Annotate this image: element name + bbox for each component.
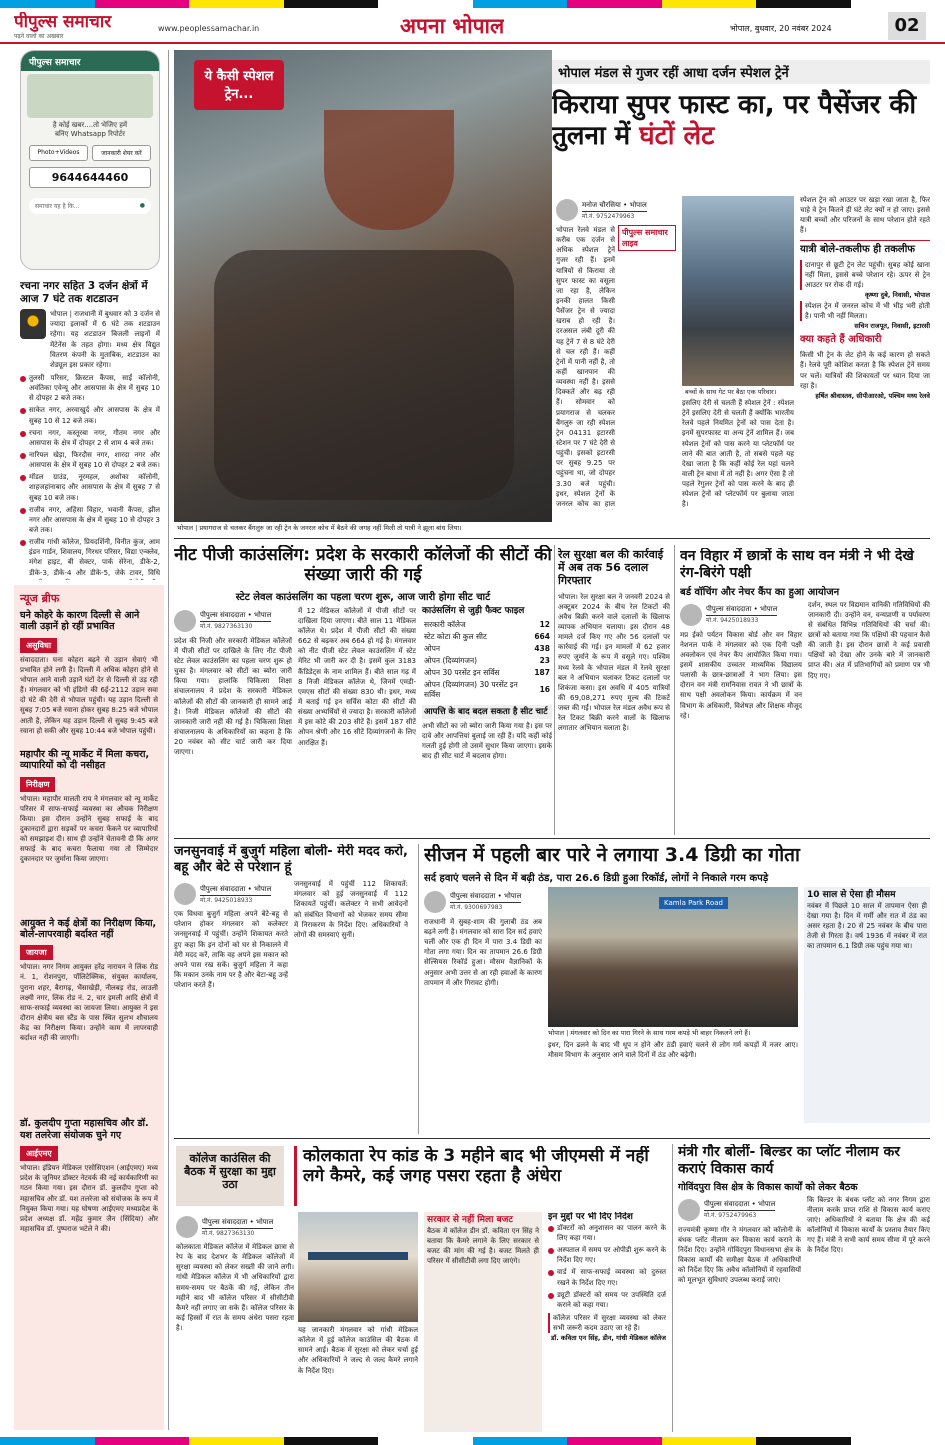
kolkata-kicker-box: [176, 1146, 284, 1206]
train-body: भोपाल रेलवे मंडल से करीब एक दर्जन से अधिक स्पेशल ट्रेनें गुजर रही हैं। इनमें यात्रियों से किराया तो सुपर फास्ट का वसूला जा रहा है, लेकिन इनकी हालत किसी पैसेंजर ट्रेन से ज्यादा खराब हो रही है। दरअसल लंबी दूरी की यह ट्रेनें 7 से 8 घंटे देरी से चल रही हैं। कहीं ट्रेनों में पानी नहीं है, तो कहीं खानपान की व्यवस्था नहीं है। इससे दिक्कतें और बढ़ रही हैं। सोमवार को प्रयागराज से चलकर बैंगलुरु जा रही स्पेशल ट्रेन 04131 इटारसी स्टेशन पर 7 घंटे देरी से पहुंची। इसको इटारसी पर सुबह 9.25 पर पहुंचना था, जो दोपहर 3.30 बजे पहुंची। इधर, स्पेशल ट्रेनों के जनरल कोच का हाल: [556, 226, 615, 508]
builder-byline: पीपुल्स संवाददाता • भोपाल मो.नं. 9752479963: [678, 1199, 801, 1221]
vanvihar-byline: पीपुल्स संवाददाता • भोपाल मो.नं. 9425018933: [680, 604, 802, 626]
passengers-heading: यात्री बोले-तकलीफ ही तकलीफ: [800, 240, 930, 256]
kolkata-aside-heading: सरकार से नहीं मिला बजट: [427, 1215, 513, 1225]
neet-body1: प्रदेश की निजी और सरकारी मेडिकल कॉलेजों में पीजी सीटों पर दाखिले के लिए नीट पीजी स्टेट लेवल काउंसलिंग का पहला चरण शुरू हो चुका है। मंगलवार को सीटों का ब्योरा जारी किया गया। हालांकि चिकित्सा शिक्षा संचालनालय ने प्रदेश के सरकारी मेडिकल कॉलेजों की सीटों की जानकारी ही सामने आई है। निजी मेडिकल कॉलेजों की सीटों की जानकारी जारी नहीं की गई है। चिकित्सा शिक्षा संचालनालय के अधिकारियों का कहना है कि 20 नवंबर को सीट चार्ट जारी कर दिया जाएगा।: [174, 636, 292, 757]
neet-aside: अभी सीटों का जो ब्योरा जारी किया गया है। इस पर दावे और आपत्तियां बुलाई जा रही हैं। यदि कहीं कोई गलती हुई होगी तो उसमें सुधार किया जाएगा। इसके बाद ही सीट चार्ट में बदलाव होगा।: [422, 721, 552, 761]
builder-headline: मंत्री गौर बोलीं- बिल्डर का प्लॉट नीलाम कर कराएं विकास कार्य: [678, 1144, 900, 1177]
reporter-name: पीपुल्स संवाददाता: [450, 892, 496, 901]
vanvihar-headline: वन विहार में छात्रों के साथ वन मंत्री ने भी देखे रंग-बिरंगे पक्षी: [680, 548, 914, 581]
road-sign: Kamla Park Road: [659, 897, 728, 909]
kolkata-aside-body: बैठक में कॉलेज डीन डॉ. कविता एन सिंह ने बताया कि कैमरे लगाने के लिए सरकार से बजट की मांग की गई है। बजट मिलते ही परिसर में सीसीटीवी लगा दिए जाएंगे।: [427, 1226, 539, 1266]
facts-label: ओपन 30 परसेंट इन सर्विस: [424, 667, 500, 677]
ima-headline: डॉ. कुलदीप गुप्ता महासचिव और डॉ. यश तलरेजा संयोजक चुने गए: [20, 1118, 149, 1141]
divider: [672, 1144, 673, 1432]
reporter-location: भोपाल: [504, 892, 522, 901]
ad-phone[interactable]: 9644644460: [29, 167, 151, 188]
reporter-name: पीपुल्स संवाददाता: [202, 1217, 248, 1226]
page-number: 02: [888, 12, 926, 40]
reporter-name: पीपुल्स संवाददाता: [200, 884, 246, 893]
facts-value: 23: [539, 656, 550, 666]
builder-story: [678, 1144, 930, 1432]
facts-label: ओपन: [424, 643, 441, 653]
live-badge: पीपुल्स समाचार लाइव: [618, 225, 676, 251]
facts-label: ओपन (दिव्यांगजन) 30 परसेंट इन सर्विस: [424, 679, 518, 699]
reporter-name: पीपुल्स संवाददाता: [706, 605, 752, 614]
table-row: [422, 679, 552, 701]
reporter-name: मनोज चौरसिया: [582, 200, 621, 209]
bulb-icon: [20, 309, 46, 339]
facts-table: [422, 619, 552, 701]
reporter-location: भोपाल: [758, 1200, 776, 1209]
photo-overlay-label: ये कैसी स्पेशल ट्रेन...: [194, 60, 284, 110]
list-item: तुलसी परिसर, क्रिस्टल कैंपस, साईं कॉलोनी, अवंतिका एवेन्यू और आसपास के क्षेत्र में सुबह 10 से दोपहर 2 बजे तक।: [20, 373, 160, 403]
hammock-shape: [324, 110, 454, 230]
reporter-avatar: [680, 604, 702, 626]
kolkata-body1: कोलकाता मेडिकल कॉलेज में मेडिकल छात्रा से रेप के बाद देशभर के मेडिकल कॉलेजों में सुरक्षा व्यवस्था को लेकर सख्ती की जाने लगी। गांधी मेडिकल कॉलेज में भी अधिकारियों द्वारा समय-समय पर बैठकें की गईं, लेकिन तीन महीने बाद भी कॉलेज परिसर में सीसीटीवी कैमरे नहीं लगाए जा सके हैं। कॉलेज परिसर के कई हिस्सों में रात के समय अंधेरा पसरा रहता है।: [176, 1243, 294, 1333]
ad-text2: बनिए Whatsapp रिपोर्टर: [54, 130, 126, 138]
market-tag: निरीक्षण: [20, 777, 55, 792]
ima-body: भोपाल। इंडियन मेडिकल एसोसिएशन (आईएमए) मध्य प्रदेश के जूनियर डॉक्टर नेटवर्क की नई कार्यकारिणी का गठन किया गया। इस दौरान डॉ. कुलदीप गुप्ता को महासचिव और डॉ. यश तलरेजा को संयोजक के रूप में नियुक्त किया गया। यह घोषणा आईएमए मध्यप्रदेश के प्रदेश अध्यक्ष डॉ. महेंद्र कुमार जैन (सिंदिया) और महासचिव डॉ. पुष्पराज भटेले ने की।: [20, 1164, 158, 1233]
list-item: साकेत नगर, अरवाखुर्द और आसपास के क्षेत्र में सुबह 10 से 12 बजे तक।: [20, 405, 160, 425]
brief-tag: असुविधा: [20, 638, 57, 653]
ad-chat-text: समाचार यह है कि...: [35, 203, 80, 210]
divider: [174, 838, 930, 839]
train-photo: [174, 50, 552, 522]
weather-box: नवंबर में पिछले 10 साल में तापमान ऐसा ही देखा गया है। दिन में गर्मी और रात में ठंड का असर रहता है। 20 से 25 नवंबर के बीच पारा तेजी से गिरता है। वर्ष 1936 में नवंबर में रात का तापमान 6.1 डिग्री तक पहुंच गया था।: [807, 901, 927, 951]
neet-aside-heading: आपत्ति के बाद बदल सकता है सीट चार्ट: [422, 705, 552, 719]
kolkata-byline: पीपुल्स संवाददाता • भोपाल मो.नं. 9827363130: [176, 1216, 294, 1238]
kolkata-body2: यह जानकारी मंगलवार को गांधी मेडिकल कॉलेज में हुई कॉलेज काउंसिल की बैठक में सामने आई। बैठक में सुरक्षा को लेकर चर्चा हुई और अधिकारियों ने जल्द से जल्द कैमरे लगाने के निर्देश दिए।: [298, 1326, 418, 1375]
ad-brand: पीपुल्स समाचार: [21, 51, 159, 71]
list-item: अस्पताल में समय पर ओपीडी शुरू करने के निर्देश दिए गए।: [548, 1245, 666, 1265]
building-sign: [308, 1252, 408, 1260]
table-row: [422, 619, 552, 631]
divider: [554, 545, 555, 835]
quote-2-name: सचिन राजपूत, निवासी, इटारसी: [854, 322, 930, 331]
shutdown-list: [20, 373, 160, 580]
reporter-mobile: मो.नं. 9827363130: [202, 1229, 255, 1237]
reporter-location: भोपाल: [256, 1217, 274, 1226]
weather-subhead: सर्द हवाएं चलने से दिन में बढ़ी ठंड, पारा 26.6 डिग्री हुआ रिकॉर्ड, लोगों ने निकाले गरम कपड़े: [424, 872, 769, 884]
reporter-location: भोपाल: [760, 605, 778, 614]
reporter-avatar: [424, 891, 446, 913]
jansunvai-headline: जनसुनवाई में बुजुर्ग महिला बोली- मेरी मदद करो, बहू और बेटे से परेशान हूं: [174, 844, 408, 875]
masthead: [0, 10, 945, 44]
facts-value: 187: [534, 668, 550, 678]
weather-byline: पीपुल्स संवाददाता • भोपाल मो.नं. 9300697983: [424, 891, 542, 913]
ima-tag: आईएमए: [20, 1146, 58, 1161]
train-photo-caption: भोपाल | प्रयागराज से चलकर बैंगलुरु जा रही ट्रेन के जनरल कोच में बैठने की जगह नहीं मिली तो यात्री ने झूला बांध लिया।: [174, 522, 552, 533]
facts-label: ओपन (दिव्यांगजन): [424, 655, 478, 665]
facts-value: 664: [534, 632, 550, 642]
facts-value: 12: [539, 620, 550, 630]
commissioner-headline: आयुक्त ने कई क्षेत्रों का निरीक्षण किया, बोले-लापरवाही बर्दाश्त नहीं: [20, 917, 157, 940]
train-headline-highlight: घंटों लेट: [639, 121, 715, 152]
family-photo-caption: बच्चों के साथ गेट पर बैठा एक परिवार।: [682, 386, 794, 397]
train-header: [552, 60, 930, 190]
official-body: किसी भी ट्रेन के लेट होने के कई कारण हो सकते हैं। रेलवे पूरी कोशिश करता है कि स्पेशल ट्रेनें समय पर चलें। यात्रियों की शिकायतों पर ध्यान दिया जा रहा है।: [800, 351, 930, 390]
vanvihar-body1: मप्र ईको पर्यटन विकास बोर्ड और वन विहार नेशनल पार्क ने मंगलवार को एक दिनी पक्षी अवलोकन एवं नेचर कैंप आयोजित किया गया। इसमें शासकीय उच्चतर माध्यमिक विद्यालय पलासी के छात्र-छात्राओं ने भाग लिया। इस दौरान वन मंत्री रामनिवास रावत ने भी छात्रों के साथ पक्षी अवलोकन किया। कार्यक्रम में वन विभाग के अधिकारी, विशेषज्ञ और शिक्षक मौजूद रहे।: [680, 630, 802, 720]
divider: [174, 538, 930, 539]
reporter-mobile: मो.नं. 9300697983: [450, 904, 503, 912]
weather-body1: राजधानी में सुबह-शाम की गुलाबी ठंड अब बढ़ने लगी है। मंगलवार को सारा दिन सर्द हवाएं चलीं और एक ही दिन में पारा 3.4 डिग्री का गोता लगा गया। दिन का तापमान 26.6 डिग्री सेल्सियस रिकॉर्ड हुआ। मौसम वैज्ञानिकों के अनुसार अभी उत्तर से आ रही हवाओं के कारण तापमान में और गिरावट होगी।: [424, 917, 542, 987]
neet-byline: पीपुल्स संवाददाता • भोपाल मो.नं. 9827363130: [174, 610, 292, 632]
jansunvai-byline: पीपुल्स संवाददाता • भोपाल मो.नं. 9425018933: [174, 883, 288, 905]
passengers-shape: [214, 250, 514, 500]
reporter-mobile: मो.नं. 9827363130: [200, 623, 253, 631]
table-row: [422, 667, 552, 679]
neet-story: [174, 545, 552, 835]
facts-value: 438: [534, 644, 550, 654]
weather-photo-caption: भोपाल | मंगलवार को दिन का पारा गिरने के साथ गरम कपड़े भी बाहर निकलने लगे हैं।: [548, 1028, 751, 1037]
section-title: अपना भोपाल: [400, 14, 505, 38]
train-kicker: भोपाल मंडल से गुजर रहीं आधा दर्जन स्पेशल ट्रेनें: [552, 60, 930, 84]
kolkata-points-heading: इन मुद्दों पर भी दिए निर्देश: [548, 1212, 633, 1222]
rpf-headline: रेल सुरक्षा बल की कार्रवाई में अब तक 56 दलाल गिरफ्तार: [558, 548, 664, 588]
color-bar-bottom: [0, 1437, 945, 1445]
facts-heading: काउंसलिंग से जुड़ी फैक्ट फाइल: [422, 605, 525, 616]
train-body3: स्पेशल ट्रेन को आउटर पर खड़ा रखा जाता है, फिर चाहे वे ट्रेन कितने ही घंटे लेट क्यों न हो जाए। इससे यात्री बच्चों और परिजनों के साथ परेशान होते रहते हैं।: [800, 196, 930, 235]
logo: पीपुल्स समाचार: [14, 12, 112, 32]
list-item: डॉक्टरों को अनुशासन का पालन करने के लिए कहा गया।: [548, 1223, 666, 1243]
reporter-avatar: [174, 883, 196, 905]
weather-body2: इधर, दिन ढलने के बाद भी धूप न होने और ठंडी हवाएं चलने से लोग गर्म कपड़ों में नजर आए। मौसम विभाग के अनुसार आने वाले दिनों में ठंड और बढ़ेगी।: [548, 1040, 798, 1059]
reporter-mobile: मो.नं. 9425018933: [706, 617, 759, 625]
commissioner-tag: जायजा: [20, 945, 53, 960]
table-row: [422, 631, 552, 643]
reporter-avatar: [678, 1199, 700, 1221]
tagline: पढ़ने वालों का अखबार: [14, 33, 64, 40]
market-body: भोपाल। महापौर मालती राय ने मंगलवार को न्यू मार्केट परिसर में साफ-सफाई व्यवस्था का औचक निरीक्षण किया। इस दौरान उन्होंने सुबह सफाई के बाद दुकानदारों द्वारा सड़कों पर कचरा फेंकने पर व्यापारियों को समझाइश दी। साथ ही उन्होंने चेतावनी दी कि अगर सफाई के बाद कचरा फैलाया गया तो जिम्मेदार दुकानदार पर जुर्माना किया जाएगा।: [20, 794, 158, 864]
ad-photo: [27, 74, 153, 118]
kolkata-quote-name: डॉ. कविता एन सिंह, डीन, गांधी मेडिकल कॉलेज: [551, 1334, 666, 1343]
commissioner-body: भोपाल। नगर निगम आयुक्त हरेंद्र नारायन ने लिंक रोड नं. 1, रोशनपुरा, पॉलिटेक्निक, संयुक्त कार्यालय, पुराना शहर, बैरागढ़, भैंसाखेड़ी, नीलबड़ रोड, लाउली लक्ष्मी नगर, लिंक रोड नं. 2, चार इमली आदि क्षेत्रों में साफ-सफाई व्यवस्था का जायजा लिया। आयुक्त ने इस दौरान क्षेत्रीय बस स्टैंड के पास स्थित सुलभ शौचालय केंद्र का निरीक्षण किया। उन्होंने काम में लापरवाही बर्दाश्त नहीं की जाएगी।: [20, 963, 158, 1043]
rpf-story: [558, 548, 670, 835]
reporter-name: पीपुल्स संवाददाता: [200, 611, 246, 620]
list-item: रचना नगर, कस्तूरबा नगर, गौतम नगर और आसपास के क्षेत्र में दोपहर 2 से शाम 4 बजे तक।: [20, 428, 160, 448]
reporter-location: भोपाल: [254, 884, 272, 893]
kolkata-points: [548, 1212, 666, 1432]
reporter-avatar: [176, 1216, 198, 1238]
brief-headline: घने कोहरे के कारण दिल्ली से आने वाली उड़ानें हो रहीं प्रभावित: [20, 610, 140, 633]
builder-subhead: गोविंदपुरा विस क्षेत्र के विकास कार्यों को लेकर बैठक: [678, 1181, 858, 1193]
reporter-mobile: मो.नं. 9752479963: [704, 1212, 757, 1220]
builder-body2: कि बिल्डर के बंधक प्लॉट को नगर निगम द्वारा नीलाम करके प्राप्त राशि से विकास कार्य कराए जाएं। अधिकारियों ने बताया कि क्षेत्र की कई कॉलोनियों में विकास कार्यों के प्रस्ताव तैयार किए गए हैं। मंत्री ने सभी कार्य समय सीमा में पूरे करने के निर्देश दिए।: [807, 1195, 930, 1255]
train-headline: किराया सुपर फास्ट का, पर पैसेंजर की तुलना में: [552, 90, 917, 152]
train-body2: इसलिए देरी से चलती हैं स्पेशल ट्रेनें : स्पेशल ट्रेनें इसलिए देरी से चलती हैं क्योंकि भारतीय रेलवे पहले नियमित ट्रेनों को पास देता है। इनमें सुपरफास्ट या अन्य ट्रेनें शामिल हैं। जब स्पेशल ट्रेनों को पास करने या प्लेटफॉर्म पर लाने की बात आती है, तो सबसे पहले यह देखा जाता है कि कहीं कोई रेल यहां चलने वाली ट्रेन बाधा में तो नहीं है। अगर ऐसा है तो पहले रेगुलर ट्रेनों को पास करने के बाद ही स्पेशल ट्रेनों को प्लेटफॉर्म पर बुलाया जाता है।: [682, 399, 794, 509]
list-item: मॉडल ग्राउंड, नूरमहल, अशोका कॉलोनी, शाहजहांनाबाद और आसपास के क्षेत्र में सुबह 7 से सुबह 10 बजे तक।: [20, 472, 160, 502]
jansunvai-body1: एक विधवा बुजुर्ग महिला अपने बेटे-बहू से परेशान होकर मंगलवार को कलेक्टर जनसुनवाई में पहुंचीं। उन्होंने शिकायत करते हुए कहा कि इन दोनों को घर से निकालने में मेरी मदद करें, ताकि वह अपने इस मकान को अपने पास रख सकें। बुजुर्ग महिला ने कहा कि मकान उनके नाम पर है और बेटा-बहू उन्हें परेशान करते हैं।: [174, 910, 288, 990]
kolkata-kicker: कॉलेज काउंसिल की बैठक में सुरक्षा का मुद्दा उठा: [184, 1152, 276, 1192]
market-headline: महापौर की न्यू मार्केट में मिला कचरा, व्यापारियों को दी नसीहत: [20, 748, 150, 772]
color-bar-top: [0, 0, 945, 8]
ad-text1: है कोई खबर....तो भेजिए हमें: [52, 121, 128, 129]
reporter-location: भोपाल: [254, 611, 272, 620]
jansunvai-body2: जनसुनवाई में पहुंचीं 112 शिकायतें: मंगलवार को हुई जनसुनवाई में 112 शिकायतें पहुंचीं। कलेक्टर ने सभी आवेदनों को संबंधित विभागों को भेजकर समय सीमा में निराकरण के निर्देश दिए। अधिकारियों ने लोगों की समस्याएं सुनीं।: [294, 880, 408, 939]
family-photo: [682, 196, 794, 386]
train-col1: [556, 195, 676, 535]
train-byline: मनोज चौरसिया • भोपाल मो.नं. 9752479963: [556, 199, 676, 221]
gmc-photo: [298, 1212, 418, 1322]
divider: [418, 844, 419, 1134]
news-brief: [14, 585, 164, 1430]
vanvihar-body2: दर्शन, स्थल पर विद्यमान वानिकी गतिविधियों की जानकारी दी। उन्होंने वन, वन्यप्राणी व पर्यावरण से संबंधित विभिन्न गतिविधियों की चर्चा की। छात्रों को बताया गया कि पक्षियों की पहचान कैसे की जाती है। इस दौरान छात्रों ने कई प्रवासी पक्षियों को देखा और उनके बारे में जानकारी प्राप्त की। अंत में प्रतिभागियों को प्रमाण पत्र भी दिए गए।: [808, 600, 930, 680]
kolkata-quote: कॉलेज परिसर में सुरक्षा व्यवस्था को लेकर सभी जरूरी कदम उठाए जा रहे हैं।: [548, 1313, 666, 1333]
neet-subhead: स्टेट लेवल काउंसलिंग का पहला चरण शुरू, आज जारी होगा सीट चार्ट: [235, 591, 491, 603]
reporter-mobile: मो.नं. 9425018933: [200, 896, 253, 904]
mic-icon[interactable]: ●: [139, 202, 145, 209]
list-item: ड्यूटी डॉक्टरों को समय पर उपस्थिति दर्ज कराने को कहा गया।: [548, 1290, 666, 1310]
dateline: भोपाल, बुधवार, 20 नवंबर 2024: [730, 24, 832, 33]
brief-body: संवाददाता। घना कोहरा बढ़ने से उड़ान सेवाएं भी प्रभावित होने लगी है। दिल्ली में अधिक कोहरा होने से भोपाल आने वाली उड़ानें घंटों देर से दिल्ली से उड़ रही हैं। मंगलवार को भी इंडिगो की 6ई-2112 उड़ान सवा दो घंटे की देरी से भोपाल पहुंची। यह उड़ान दिल्ली से सुबह 7:05 बजे रवाना होकर सुबह 8:25 बजे भोपाल आती है, लेकिन यह उड़ान दिल्ली से सुबह 9:45 बजे रवाना हो सकी और सुबह 10:44 बजे भोपाल पहुंची।: [20, 655, 158, 735]
rpf-body: भोपाल। रेल सुरक्षा बल ने जनवरी 2024 से अक्टूबर 2024 के बीच रेल टिकटों की अवैध बिक्री करने वाले दलालों के खिलाफ व्यापक अभियान चलाया। इस दौरान 48 मामले दर्ज किए गए और 56 दलालों पर कार्रवाई की गई। इन मामलों में 62 हजार रुपए जुर्माने के रूप में वसूले गए। पश्चिम मध्य रेलवे के भोपाल मंडल में रेलवे सुरक्षा बल ने अभियान चलाकर टिकट दलालों पर शिकंजा कसा। इस अवधि में 405 यात्रियों की 69,08,271 रुपए मूल्य की टिकटें जब्त की गईं। भोपाल रेल मंडल अवैध रूप से रेल टिकट बिक्री करने वालों के खिलाफ लगातार अभियान चलाता है।: [558, 592, 670, 733]
kolkata-headline: कोलकाता रेप कांड के 3 महीने बाद भी जीएमसी में नहीं लगे कैमरे, कई जगह पसरा रहता है अंधेरा: [294, 1146, 664, 1206]
facts-label: स्टेट कोटा की कुल सीट: [424, 631, 487, 641]
neet-headline: नीट पीजी काउंसलिंग: प्रदेश के सरकारी कॉलेजों की सीटों की संख्या जारी की गई: [174, 545, 552, 586]
kolkata-points-list: [548, 1223, 666, 1310]
reporter-location: भोपाल: [629, 200, 647, 209]
ad-chat-input[interactable]: [29, 198, 151, 214]
weather-story: [424, 844, 930, 1134]
builder-body1: राज्यमंत्री कृष्णा गौर ने मंगलवार को कॉलोनी के बंधक प्लॉट नीलाम कर विकास कार्य कराने के निर्देश दिए। उन्होंने गोविंदपुरा विधानसभा क्षेत्र के विकास कार्यों की समीक्षा बैठक में अधिकारियों को निर्देश दिए कि अवैध कॉलोनियों में रहवासियों को मूलभूत सुविधाएं उपलब्ध कराई जाएं।: [678, 1225, 801, 1285]
weather-headline: सीजन में पहली बार पारे ने लगाया 3.4 डिग्री का गोता: [424, 844, 800, 866]
list-item: राजीव नगर, अहिंसा विहार, भवानी कैंपस, झील नगर और आसपास के क्षेत्र में सुबह 10 से दोपहर 3 बजे तक।: [20, 505, 160, 535]
facts-value: 16: [539, 685, 550, 695]
list-item: नारियल खेड़ा, फिरदौस नगर, शारदा नगर और आसपास के क्षेत्र में सुबह 10 से दोपहर 2 बजे तक।: [20, 450, 160, 470]
weather-box-heading: 10 साल से ऐसा ही मौसम: [807, 889, 896, 900]
divider: [168, 50, 169, 1430]
vanvihar-subhead: बर्ड वॉचिंग और नेचर कैंप का हुआ आयोजन: [680, 586, 840, 598]
list-item: राजीव गांधी कॉलेज, प्रियदर्शिनी, विनीत कुंज, आम इंडन गार्डन, शिवालय, गिरधर परिसर, विद्या एन्क्लेव, मंगेश हाइट, बी सेक्टर, पार्क सेरेना, डीके-2, डीके-3, डीके-4 और डीके-5, जेके टावर, विधि: [20, 537, 160, 580]
shutdown-story: [20, 280, 160, 580]
whatsapp-ad[interactable]: [20, 50, 160, 270]
neet-body2: में 12 मेडिकल कॉलेजों में पीजी सीटों पर दाखिला दिया जाएगा। बीते साल 11 मेडिकल कॉलेज थे। प्रदेश में पीजी सीटों की संख्या 662 से बढ़कर अब 664 हो गई है। मंगलवार को नीट पीजी स्टेट लेवल काउंसलिंग में स्टेट मेरिट भी जारी कर दी है। इसमें कुल 3183 कैंडिडेट्स के नाम शामिल हैं। बीते साल गढ़ में 8 निजी मेडिकल कॉलेज थे, जिनमें एमडी-एमएस सीटों की संख्या 830 थी। इधर, मध्य में बताई गई इन सर्विस कोटा की सीटों की संख्या अभ्यर्थियों से ज्यादा है। सरकारी कॉलेजों में इस कोटे की 203 सीटें हैं। इसमें 187 सीटें ओपन श्रेणी और 16 सीटें दिव्यांगजनों के लिए आरक्षित हैं।: [298, 606, 416, 747]
brief-label: न्यूज ब्रीफ: [20, 592, 60, 605]
reporter-avatar: [174, 610, 196, 632]
ad-photo-button[interactable]: Photo+Videos: [29, 145, 88, 161]
kolkata-col1: [176, 1212, 294, 1432]
train-col3: [800, 195, 930, 535]
official-heading: क्या कहते हैं अधिकारी: [800, 334, 882, 346]
divider: [674, 545, 675, 835]
kolkata-col2: [298, 1212, 418, 1432]
shutdown-headline: रचना नगर सहित 3 दर्जन क्षेत्रों में आज 7 घंटे तक शटडाउन: [20, 280, 148, 305]
quote-1-name: कृष्णा दुबे, निवासी, भोपाल: [864, 290, 930, 299]
divider: [174, 1138, 930, 1139]
list-item: वार्ड में साफ-सफाई व्यवस्था को दुरुस्त रखने के निर्देश दिए गए।: [548, 1267, 666, 1287]
reporter-mobile: मो.नं. 9752479963: [582, 212, 635, 220]
quote-1: दानापुर से छूटी ट्रेन लेट पहुंची। सुबह कोई खाना नहीं मिला, इससे बच्चे परेशान रहे। ऊपर से ट्रेन आउटर पर रोक दी गई।: [800, 260, 930, 290]
kolkata-aside: [424, 1212, 542, 1432]
ad-share-button[interactable]: जानकारी शेयर करें: [92, 145, 151, 161]
quote-2: स्पेशल ट्रेन में जनरल कोच में भी भीड़ भरी होती है। पानी भी नहीं मिलता।: [800, 301, 930, 321]
weather-photo: [548, 887, 798, 1027]
vanvihar-story: [680, 548, 930, 835]
table-row: [422, 655, 552, 667]
jansunvai-story: [174, 844, 414, 1134]
facts-label: सरकारी कॉलेज: [424, 619, 466, 629]
website[interactable]: www.peoplessamachar.in: [158, 24, 260, 33]
official-name: हर्षित श्रीवास्तव, सीपीआरओ, पश्चिम मध्य रेलवे: [815, 391, 930, 400]
reporter-avatar: [556, 199, 578, 221]
table-row: [422, 643, 552, 655]
shutdown-body: भोपाल | राजधानी में बुधवार को 3 दर्जन से ज्यादा इलाकों में 6 घंटे तक शटडाउन रहेगा। यह शटडाउन बिजली लाइनों में मेंटेनेंस के तहत होगा। मध्य क्षेत्र विद्युत वितरण कंपनी के मुताबिक, शटडाउन का शेड्यूल इस प्रकार रहेगा।: [50, 310, 160, 369]
reporter-name: पीपुल्स संवाददाता: [704, 1200, 750, 1209]
